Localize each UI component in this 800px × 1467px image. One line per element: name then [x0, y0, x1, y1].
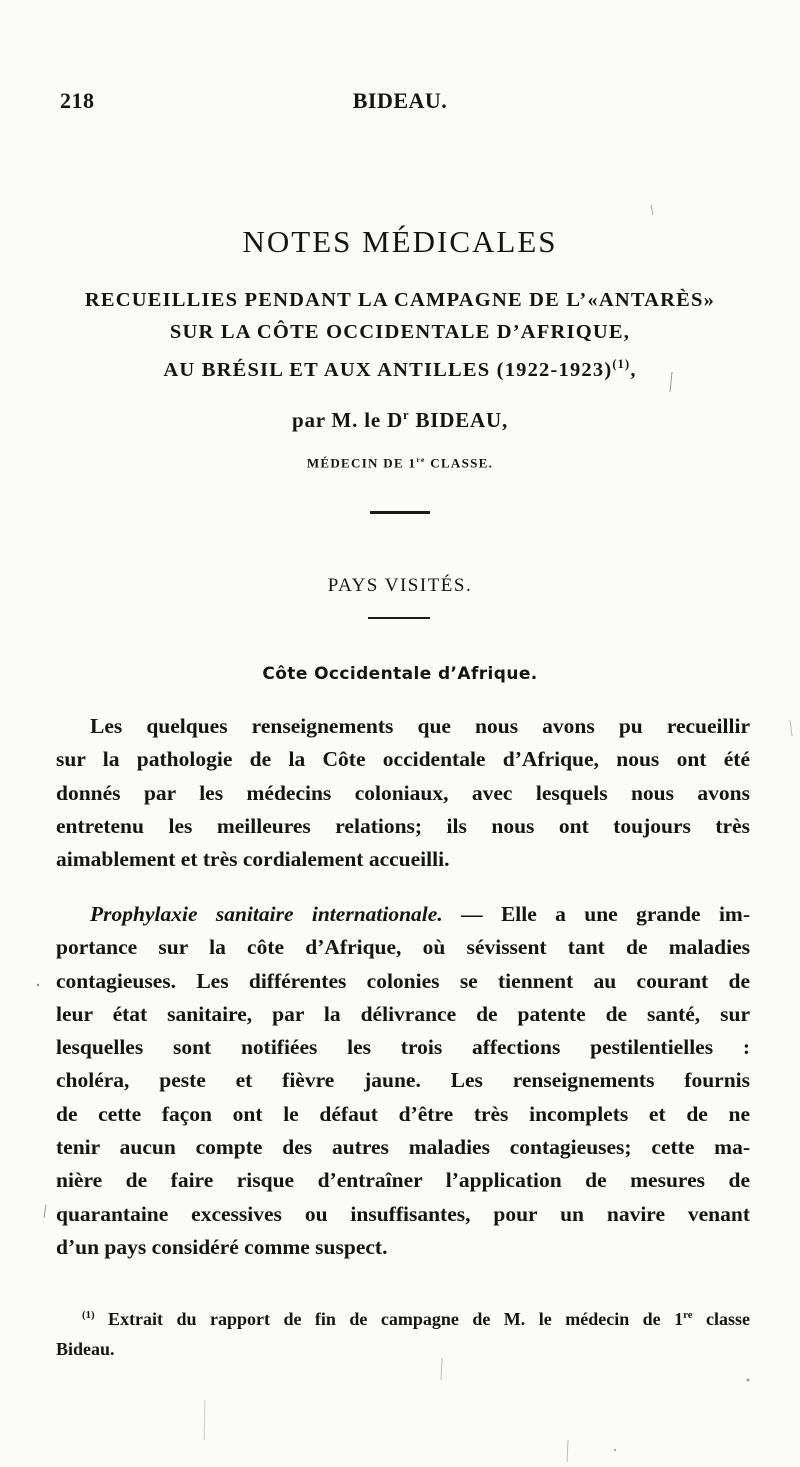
text-line: de cette façon ont le défaut d’être très incomplets et de ne	[56, 1101, 750, 1126]
divider-rule	[370, 511, 430, 514]
text-line: quarantaine excessives ou insuffisantes, pour un navire venant	[56, 1201, 750, 1226]
text-line: aimablement et très cordialement accueilli.	[56, 847, 450, 872]
rank-superscript: re	[416, 455, 426, 464]
text-line: donnés par les médecins coloniaux, avec lesquels nous avons	[56, 780, 750, 805]
author-rank	[0, 455, 800, 471]
author-prefix: par M. le D	[291, 408, 404, 432]
scan-mark	[747, 1379, 750, 1382]
text-line: sur la pathologie de la Côte occidentale d’Afrique, nous ont été	[56, 747, 750, 772]
paragraph	[56, 898, 750, 1264]
footnote-text: Extrait du rapport de fin de campagne de M. le médecin de 1	[94, 1309, 684, 1329]
divider-rule	[368, 617, 430, 619]
scan-mark	[567, 1440, 568, 1462]
footnote-reference: (1)	[612, 357, 631, 371]
author-line	[0, 408, 800, 433]
page-number: 218	[60, 88, 95, 113]
author-name: BIDEAU,	[409, 408, 509, 432]
section-heading: PAYS VISITÉS.	[327, 575, 473, 596]
scan-mark	[37, 984, 39, 986]
subtitle-line-end: ,	[630, 358, 637, 381]
text-line: contagieuses. Les différentes colonies se tiennent au courant de	[56, 968, 750, 993]
footnote-marker: (1)	[82, 1309, 95, 1321]
scan-mark	[790, 720, 792, 736]
footnote-text-end: classe	[692, 1309, 750, 1329]
scan-mark	[614, 1449, 616, 1451]
subsection-heading: Côte Occidentale d’Afrique.	[262, 664, 538, 684]
text-line: lesquelles sont notifiées les trois affections pestilentielles :	[56, 1035, 750, 1060]
footnote-line	[56, 1300, 750, 1334]
text-line: Les quelques renseignements que nous avons pu recueillir	[90, 714, 750, 738]
footnote	[56, 1300, 750, 1364]
subtitle-line	[60, 348, 740, 386]
text-line: tenir aucun compte des autres maladies contagieuses; cette ma-	[56, 1135, 750, 1160]
scan-mark	[204, 1400, 205, 1440]
text-line	[56, 898, 750, 931]
article-title: NOTES MÉDICALES	[242, 224, 558, 259]
page-header	[60, 88, 740, 122]
subtitle-line: RECUEILLIES PENDANT LA CAMPAGNE DE L’«ANTARÈS»	[84, 289, 716, 311]
text-line: nière de faire risque d’entraîner l’application de mesures de	[56, 1168, 750, 1193]
footnote-line: Bideau.	[56, 1339, 115, 1359]
article-subtitle	[60, 284, 740, 386]
text-line: entretenu les meilleures relations; ils nous ont toujours très	[56, 813, 750, 838]
running-head: BIDEAU.	[352, 88, 448, 113]
scan-mark	[44, 1205, 46, 1218]
rank-end: CLASSE.	[425, 455, 494, 471]
text-run: — Elle a une grande im-	[442, 902, 750, 926]
text-line: leur état sanitaire, par la délivrance de patente de santé, sur	[56, 1001, 750, 1026]
subtitle-line: SUR LA CÔTE OCCIDENTALE D’AFRIQUE,	[169, 321, 631, 343]
subtitle-line-text: AU BRÉSIL ET AUX ANTILLES (1922-1923)	[163, 358, 613, 381]
author-title-superscript: r	[403, 408, 410, 422]
text-line: d’un pays considéré comme suspect.	[56, 1234, 388, 1259]
paragraph	[56, 710, 750, 876]
scan-mark	[651, 205, 653, 215]
text-line: choléra, peste et fièvre jaune. Les renseignements fournis	[56, 1068, 750, 1093]
italic-lead: Prophylaxie sanitaire internationale.	[90, 902, 443, 926]
text-line: portance sur la côte d’Afrique, où sévissent tant de maladies	[56, 935, 750, 960]
footnote-superscript: re	[683, 1309, 693, 1321]
rank-text: MÉDECIN DE 1	[306, 455, 417, 471]
